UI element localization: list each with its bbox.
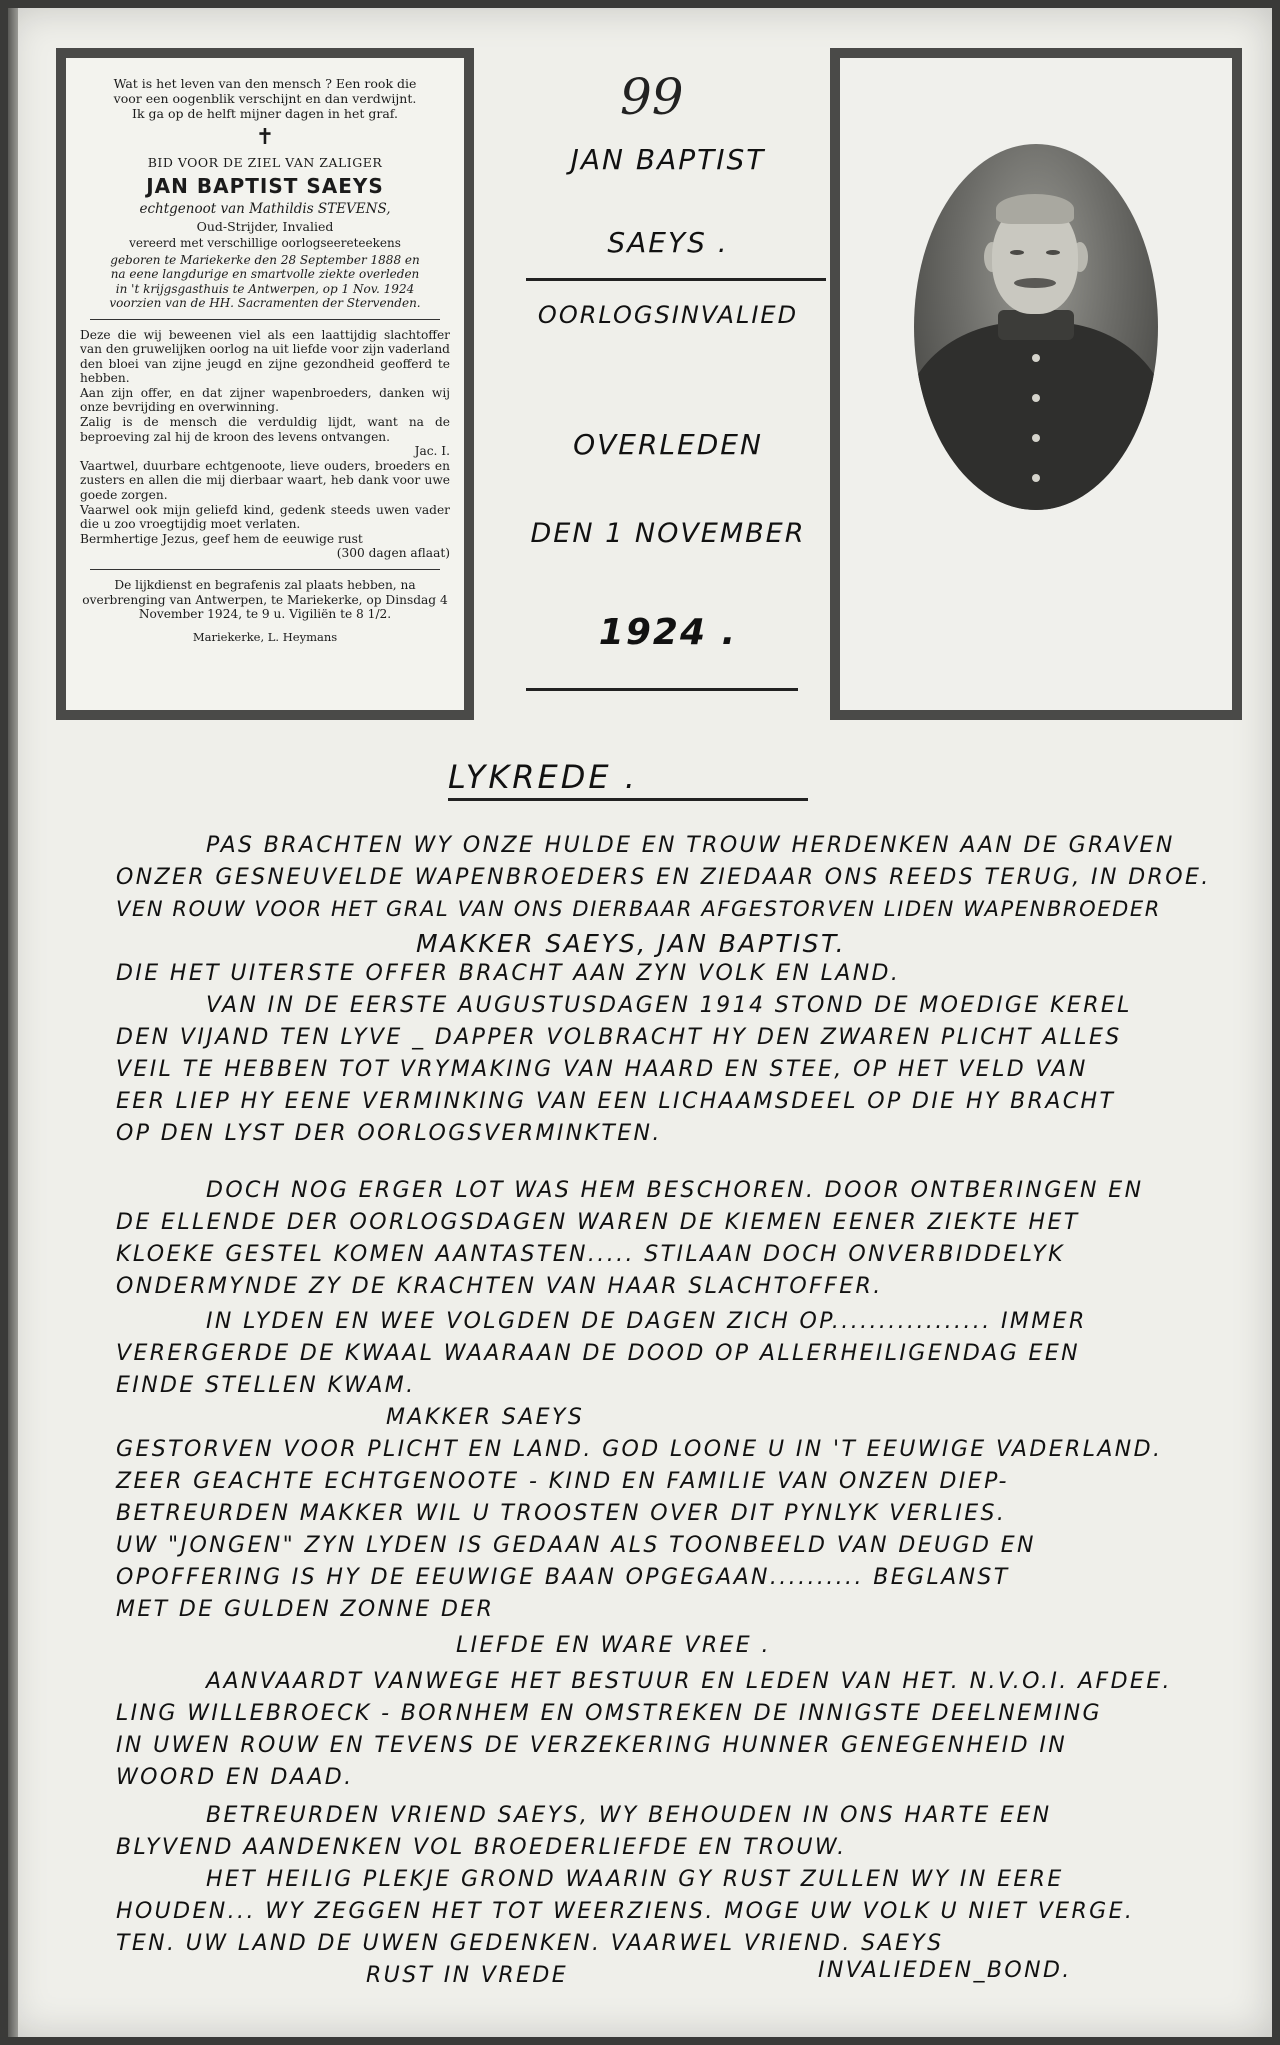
title-surname-line: SAEYS . — [607, 226, 729, 259]
card-detail-line: voorzien van de HH. Sacramenten der Stervenden. — [109, 296, 421, 310]
page-binding-edge — [8, 8, 18, 2037]
speech-line: DE ELLENDE DER OORLOGSDAGEN WAREN DE KIEMEN EENER ZIEKTE HET — [116, 1210, 1080, 1235]
title-status-line: OORLOGSINVALIED — [537, 301, 799, 329]
card-verse-line: Ik ga op de helft mijner dagen in het graf. — [132, 106, 398, 121]
title-underline — [526, 278, 826, 281]
card-body-paragraph: Deze die wij beweenen viel als een laattijdig slachtoffer van den gruwelijken oorlog na uit liefde voor zijn vaderland den bloei van zijne jeugd en zijne gezondheid geofferd te hebben. — [80, 327, 450, 386]
card-body-citation: Jac. I. — [414, 444, 450, 459]
speech-heading-underline — [448, 798, 808, 801]
speech-line: EINDE STELLEN KWAM. — [116, 1373, 416, 1398]
card-verse — [80, 76, 450, 121]
uniform-button — [1032, 434, 1040, 442]
speech-line: VEN ROUW VOOR HET GRAL VAN ONS DIERBAAR AFGESTORVEN LIDEN WAPENBROEDER — [116, 897, 1161, 921]
speech-line: BLYVEND AANDENKEN VOL BROEDERLIEFDE EN TROUW. — [116, 1835, 847, 1860]
card-body-paragraph: Zalig is de mensch die verduldig lijdt, want na de beproeving zal hij de kroon des levens ontvangen. — [80, 415, 450, 444]
card-service-notice: De lijkdienst en begrafenis zal plaats hebben, na overbrenging van Antwerpen, te Mariekerke, op Dinsdag 4 November 1924, te 9 u. Vigiliën te 8 1/2. — [82, 578, 448, 622]
cross-icon: ✝ — [255, 125, 275, 150]
speech-line: MAKKER SAEYS — [386, 1405, 585, 1430]
card-body-paragraph: Vaarwel ook mijn geliefd kind, gedenk steeds uwen vader die u zoo vroegtijdig moet verlaten. — [80, 502, 450, 532]
speech-line: TEN. UW LAND DE UWEN GEDENKEN. VAARWEL VRIEND. SAEYS — [116, 1931, 944, 1956]
title-bottom-rule — [526, 688, 798, 691]
speech-line: IN UWEN ROUW EN TEVENS DE VERZEKERING HUNNER GENEGENHEID IN — [116, 1733, 1068, 1758]
card-body-paragraph: Aan zijn offer, en dat zijner wapenbroeders, danken wij onze bevrijding en overwinning. — [80, 385, 450, 415]
speech-line: OP DEN LYST DER OORLOGSVERMINKTEN. — [116, 1121, 662, 1146]
speech-line: DEN VIJAND TEN LYVE _ DAPPER VOLBRACHT HY DEN ZWAREN PLICHT ALLES — [116, 1025, 1122, 1050]
speech-line: DOCH NOG ERGER LOT WAS HEM BESCHOREN. DOOR ONTBERINGEN EN — [206, 1178, 1144, 1203]
speech-line: RUST IN VREDE — [366, 1963, 569, 1988]
album-page — [8, 8, 1272, 2037]
card-verse-line: Wat is het leven van den mensch ? Een rook die — [113, 76, 417, 91]
portrait-frame — [830, 48, 1242, 720]
speech-line: GESTORVEN VOOR PLICHT EN LAND. GOD LOONE U IN 'T EEUWIGE VADERLAND. — [116, 1437, 1163, 1462]
page-number: 99 — [620, 68, 684, 126]
speech-line: AANVAARDT VANWEGE HET BESTUUR EN LEDEN VAN HET. N.V.O.I. AFDEE. — [206, 1669, 1172, 1694]
speech-line: BETREURDEN VRIEND SAEYS, WY BEHOUDEN IN ONS HARTE EEN — [206, 1803, 1052, 1828]
memorial-card — [56, 48, 474, 720]
card-printer: Mariekerke, L. Heymans — [192, 629, 338, 644]
speech-line: PAS BRACHTEN WY ONZE HULDE EN TROUW HERDENKEN AAN DE GRAVEN — [206, 833, 1175, 858]
speech-heading: LYKREDE . — [448, 758, 638, 796]
speech-line: VERERGERDE DE KWAAL WAARAAN DE DOOD OP ALLERHEILIGENDAG EEN — [116, 1341, 1080, 1366]
speech-line: EER LIEP HY EENE VERMINKING VAN EEN LICHAAMSDEEL OP DIE HY BRACHT — [116, 1089, 1116, 1114]
title-name-line: JAN BAPTIST — [570, 143, 766, 176]
portrait-eye — [1010, 250, 1024, 255]
speech-line: LIEFDE EN WARE VREE . — [456, 1633, 771, 1658]
speech-line: WOORD EN DAAD. — [116, 1765, 354, 1790]
card-body-indulgence: (300 dagen aflaat) — [336, 546, 450, 561]
speech-line: OPOFFERING IS HY DE EEUWIGE BAAN OPGEGAAN.......... BEGLANST — [116, 1565, 1010, 1590]
title-year-line: 1924 . — [598, 612, 738, 653]
speech-line: MET DE GULDEN ZONNE DER — [116, 1597, 495, 1622]
speech-line: KLOEKE GESTEL KOMEN AANTASTEN..... STILAAN DOCH ONVERBIDDELYK — [116, 1242, 1065, 1267]
card-detail-line: na eene langdurige en smartvolle ziekte overleden — [110, 267, 420, 281]
speech-line: ONZER GESNEUVELDE WAPENBROEDERS EN ZIEDAAR ONS REEDS TERUG, IN DROE. — [116, 865, 1211, 890]
portrait-mustache — [1014, 278, 1056, 288]
speech-line: ONDERMYNDE ZY DE KRACHTEN VAN HAAR SLACHTOFFER. — [116, 1274, 883, 1299]
card-decorations: vereerd met verschillige oorlogseereteekens — [129, 236, 401, 250]
speech-signature: INVALIEDEN_BOND. — [818, 1958, 1072, 1983]
speech-line: HET HEILIG PLEKJE GROND WAARIN GY RUST ZULLEN WY IN EERE — [206, 1867, 1064, 1892]
card-body-paragraph: Vaartwel, duurbare echtgenoote, lieve ouders, broeders en zusters en allen die mij dierbaar waart, heb dank voor uwe goede zorgen. — [80, 458, 450, 503]
card-detail-line: geboren te Mariekerke den 28 September 1888 en — [110, 252, 420, 267]
card-details — [80, 253, 450, 311]
card-prayer-heading: BID VOOR DE ZIEL VAN ZALIGER — [147, 155, 383, 170]
card-divider — [90, 569, 440, 570]
speech-line: UW "JONGEN" ZYN LYDEN IS GEDAAN ALS TOONBEELD VAN DEUGD EN — [116, 1533, 1036, 1558]
card-spouse: echtgenoot van Mathildis STEVENS, — [139, 201, 391, 217]
card-deceased-name: JAN BAPTIST SAEYS — [146, 174, 384, 198]
speech-line: MAKKER SAEYS, JAN BAPTIST. — [416, 929, 846, 958]
card-detail-line: in 't krijgsgasthuis te Antwerpen, op 1 Nov. 1924 — [115, 281, 415, 296]
speech-line: VAN IN DE EERSTE AUGUSTUSDAGEN 1914 STOND DE MOEDIGE KEREL — [206, 993, 1132, 1018]
speech-line: HOUDEN... WY ZEGGEN HET TOT WEERZIENS. MOGE UW VOLK U NIET VERGE. — [116, 1899, 1135, 1924]
uniform-button — [1032, 394, 1040, 402]
card-verse-line: voor een oogenblik verschijnt en dan verdwijnt. — [113, 91, 417, 106]
portrait-photo — [914, 144, 1158, 510]
portrait-hair — [996, 194, 1074, 224]
card-body-paragraph: Bermhertige Jezus, geef hem de eeuwige rust — [80, 531, 363, 546]
speech-line: VEIL TE HEBBEN TOT VRYMAKING VAN HAARD EN STEE, OP HET VELD VAN — [116, 1057, 1088, 1082]
speech-line: BETREURDEN MAKKER WIL U TROOSTEN OVER DIT PYNLYK VERLIES. — [116, 1501, 1007, 1526]
card-body — [80, 328, 450, 562]
speech-line: ZEER GEACHTE ECHTGENOOTE - KIND EN FAMILIE VAN ONZEN DIEP- — [116, 1469, 1009, 1494]
speech-line: DIE HET UITERSTE OFFER BRACHT AAN ZYN VOLK EN LAND. — [116, 961, 901, 986]
card-divider — [90, 319, 440, 320]
title-date-line: DEN 1 NOVEMBER — [530, 518, 806, 549]
speech-line: IN LYDEN EN WEE VOLGDEN DE DAGEN ZICH OP................. IMMER — [206, 1309, 1087, 1334]
portrait-collar — [998, 310, 1074, 340]
uniform-button — [1032, 474, 1040, 482]
speech-line: LING WILLEBROECK - BORNHEM EN OMSTREKEN DE INNIGSTE DEELNEMING — [116, 1701, 1102, 1726]
uniform-button — [1032, 354, 1040, 362]
portrait-eye — [1046, 250, 1060, 255]
title-died-line: OVERLEDEN — [573, 428, 763, 461]
card-role: Oud-Strijder, Invalied — [196, 219, 334, 234]
